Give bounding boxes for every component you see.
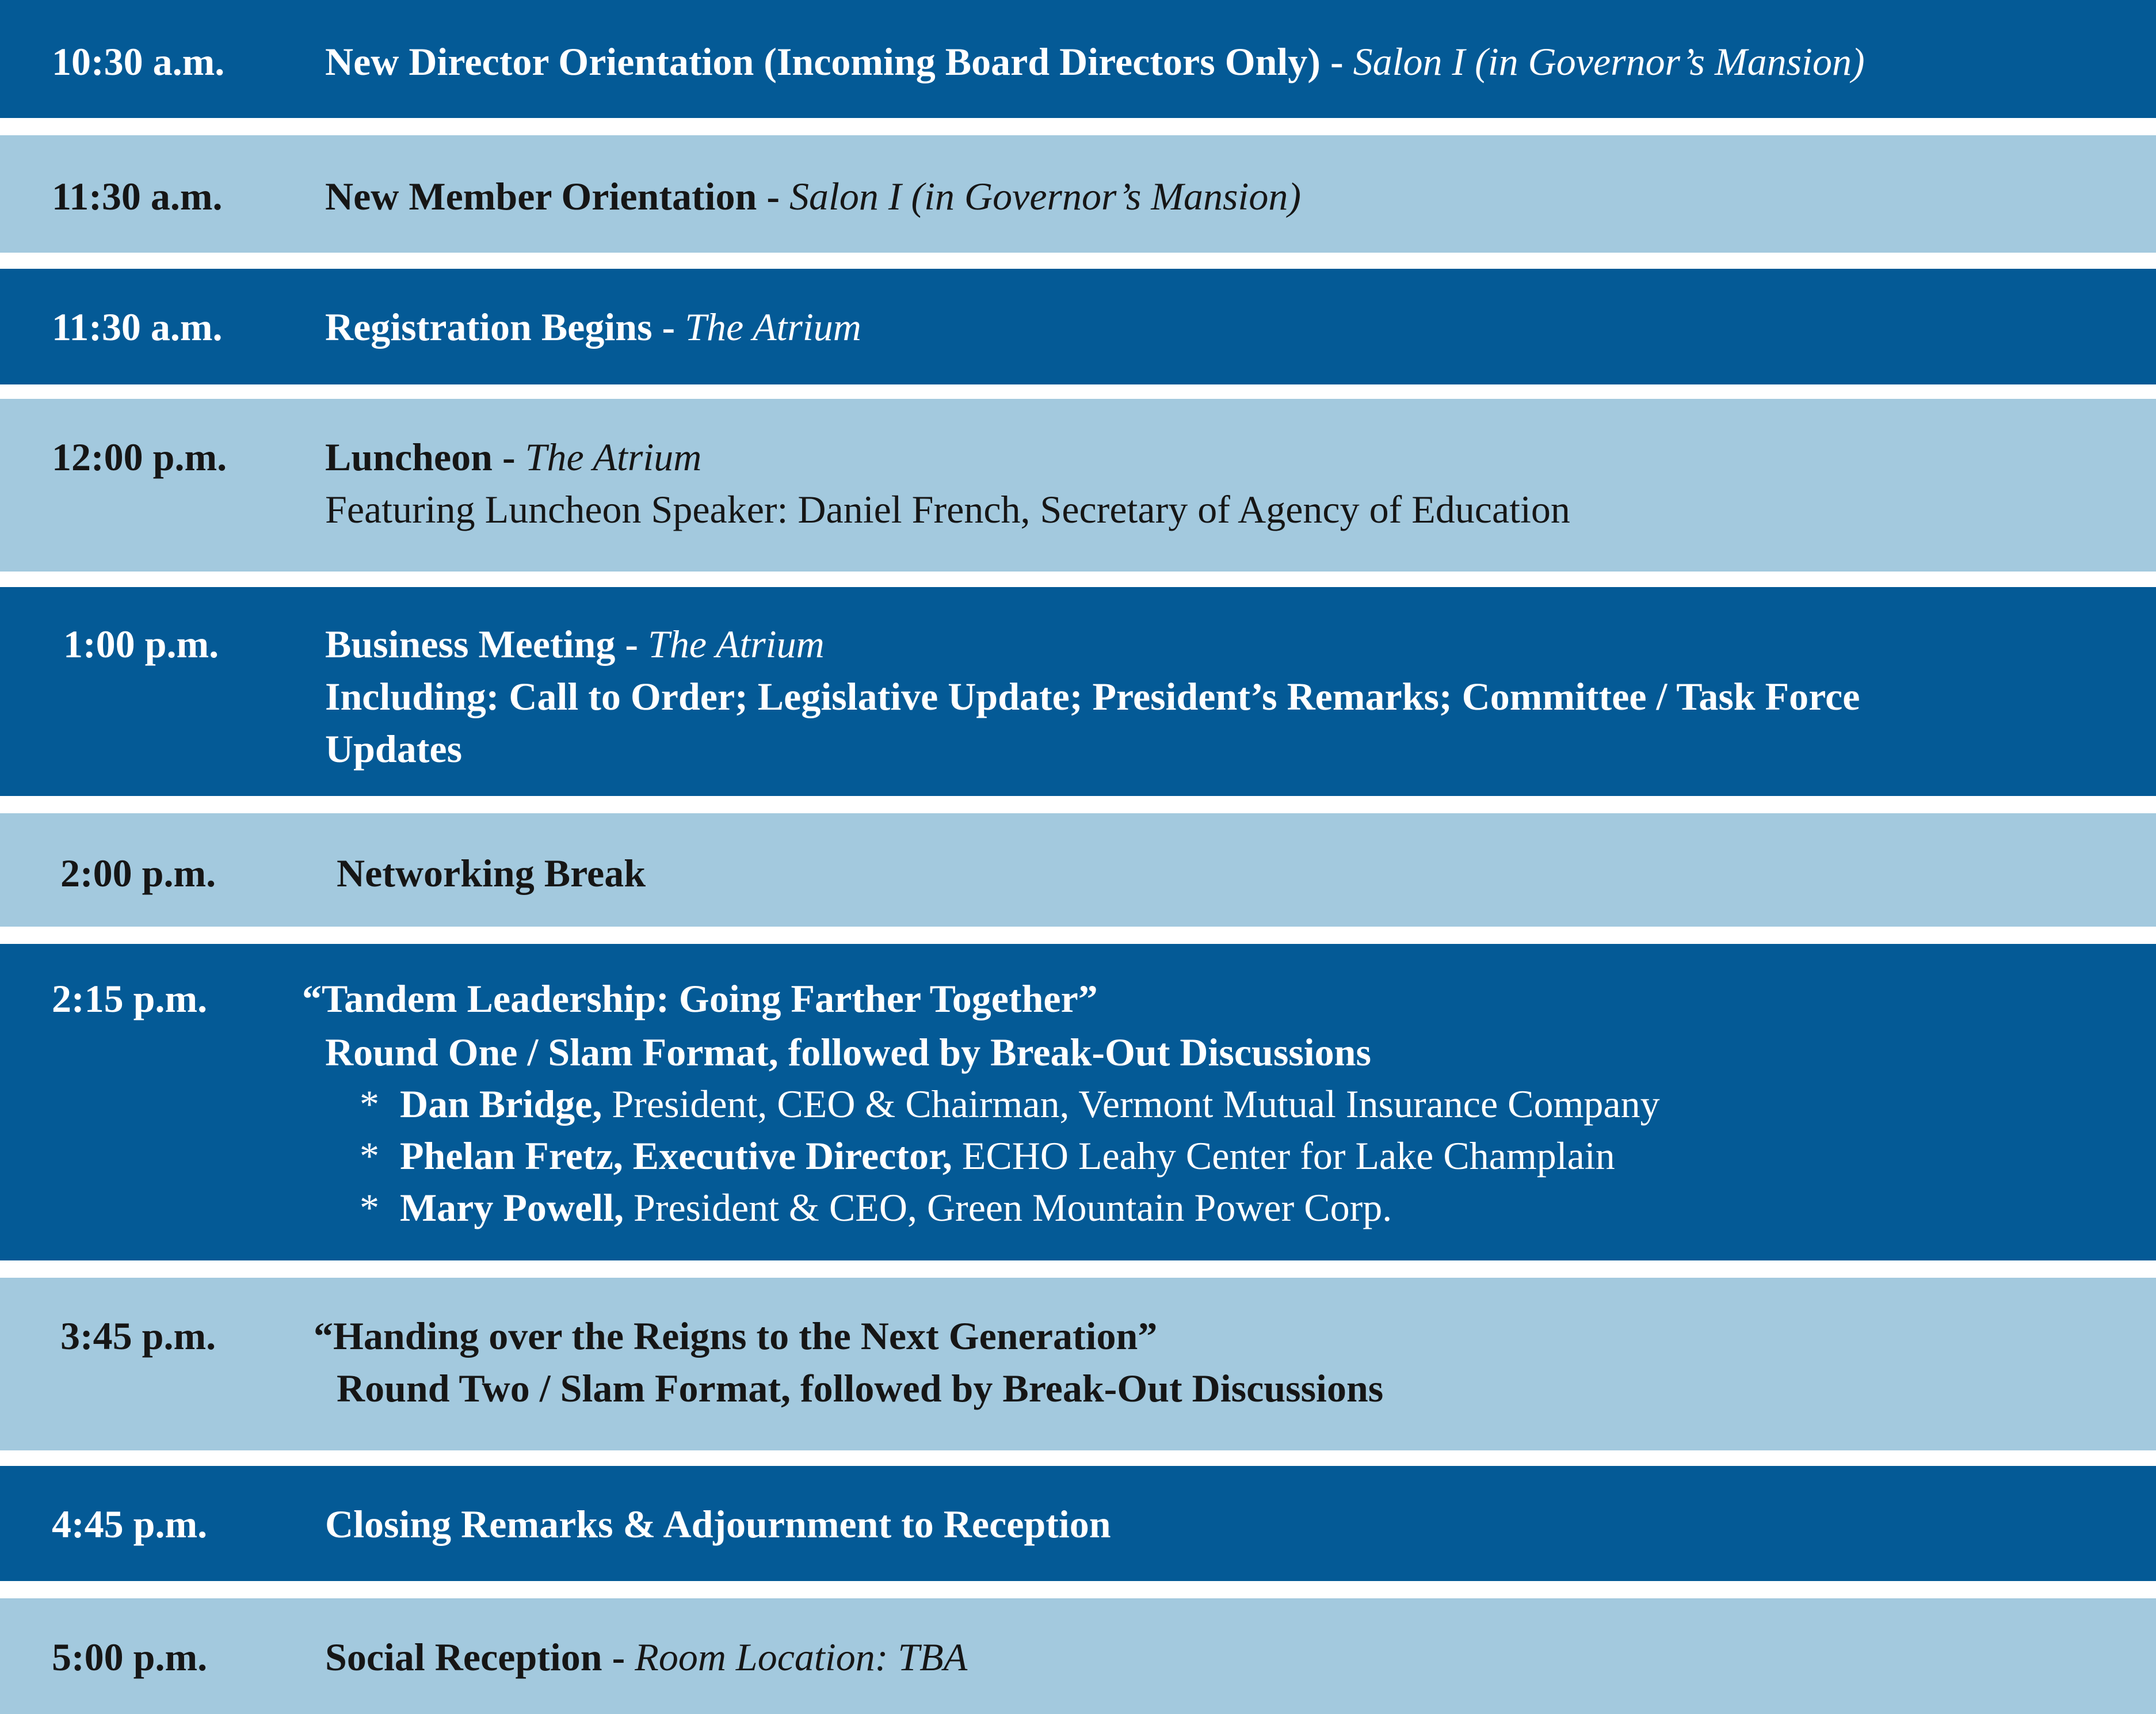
event-detail: Featuring Luncheon Speaker: Daniel French, Secretary of Agency of Education (325, 487, 1570, 531)
event-title: Networking Break (337, 851, 646, 895)
row-time: 10:30 a.m. (52, 40, 225, 83)
event-location: The Atrium (685, 305, 861, 349)
row-time: 2:00 p.m. (60, 851, 216, 895)
location-separator: - (602, 1635, 635, 1679)
bullet: * (360, 1134, 379, 1178)
schedule-row (0, 813, 2156, 927)
speaker-item (360, 1182, 1392, 1233)
schedule-row (0, 1598, 2156, 1714)
speaker-item (360, 1130, 1615, 1182)
row-time: 1:00 p.m. (63, 622, 219, 666)
schedule-row (0, 399, 2156, 572)
schedule-row (0, 269, 2156, 384)
row-time: 11:30 a.m. (52, 174, 223, 218)
schedule-row (0, 587, 2156, 796)
event-title: Registration Begins (325, 305, 652, 349)
event-location: The Atrium (525, 435, 702, 479)
event-subtitle: Round One / Slam Format, followed by Break-Out Discussions (325, 1030, 1371, 1074)
row-event-line (325, 170, 1301, 222)
row-time: 12:00 p.m. (52, 435, 227, 479)
schedule-row (0, 1466, 2156, 1581)
speaker-name: Phelan Fretz, Executive Director, (400, 1134, 952, 1178)
event-subtitle: Round Two / Slam Format, followed by Break-Out Discussions (337, 1366, 1384, 1410)
event-location: Salon I (in Governor’s Mansion) (789, 174, 1301, 218)
event-detail: Including: Call to Order; Legislative Update; President’s Remarks; Committee / Task Force (325, 675, 1860, 718)
row-event-line (325, 1631, 967, 1683)
location-separator: - (1320, 40, 1353, 83)
event-title: Luncheon (325, 435, 493, 479)
event-location: Room Location: TBA (635, 1635, 968, 1679)
speaker-role: ECHO Leahy Center for Lake Champlain (961, 1134, 1615, 1178)
event-detail: Updates (325, 727, 463, 771)
row-time: 2:15 p.m. (52, 977, 208, 1020)
row-event-line (325, 36, 1865, 87)
event-title: “Handing over the Reigns to the Next Generation” (314, 1314, 1158, 1358)
location-separator: - (652, 305, 685, 349)
speaker-role: President, CEO & Chairman, Vermont Mutual Insurance Company (612, 1082, 1660, 1126)
event-title: Closing Remarks & Adjournment to Reception (325, 1502, 1111, 1546)
row-time: 5:00 p.m. (52, 1635, 208, 1679)
location-separator: - (615, 622, 648, 666)
event-location: The Atrium (648, 622, 825, 666)
row-event-line (325, 431, 701, 483)
row-event-line (325, 301, 861, 353)
speaker-name: Dan Bridge, (400, 1082, 602, 1126)
schedule-row (0, 0, 2156, 118)
schedule-row (0, 944, 2156, 1260)
bullet: * (360, 1082, 379, 1126)
speaker-item (360, 1078, 1660, 1130)
bullet: * (360, 1186, 379, 1229)
speaker-role: President & CEO, Green Mountain Power Corp. (633, 1186, 1392, 1229)
event-title: New Director Orientation (Incoming Board Directors Only) (325, 40, 1321, 83)
row-event-line (325, 618, 825, 670)
event-title: Social Reception (325, 1635, 602, 1679)
event-location: Salon I (in Governor’s Mansion) (1353, 40, 1865, 83)
event-title: Business Meeting (325, 622, 616, 666)
location-separator: - (757, 174, 789, 218)
event-title: New Member Orientation (325, 174, 757, 218)
schedule-row (0, 135, 2156, 253)
location-separator: - (493, 435, 525, 479)
row-time: 4:45 p.m. (52, 1502, 208, 1546)
row-time: 3:45 p.m. (60, 1314, 216, 1358)
row-time: 11:30 a.m. (52, 305, 223, 349)
schedule-row (0, 1278, 2156, 1450)
event-title: “Tandem Leadership: Going Farther Together” (302, 977, 1098, 1020)
speaker-name: Mary Powell, (400, 1186, 624, 1229)
